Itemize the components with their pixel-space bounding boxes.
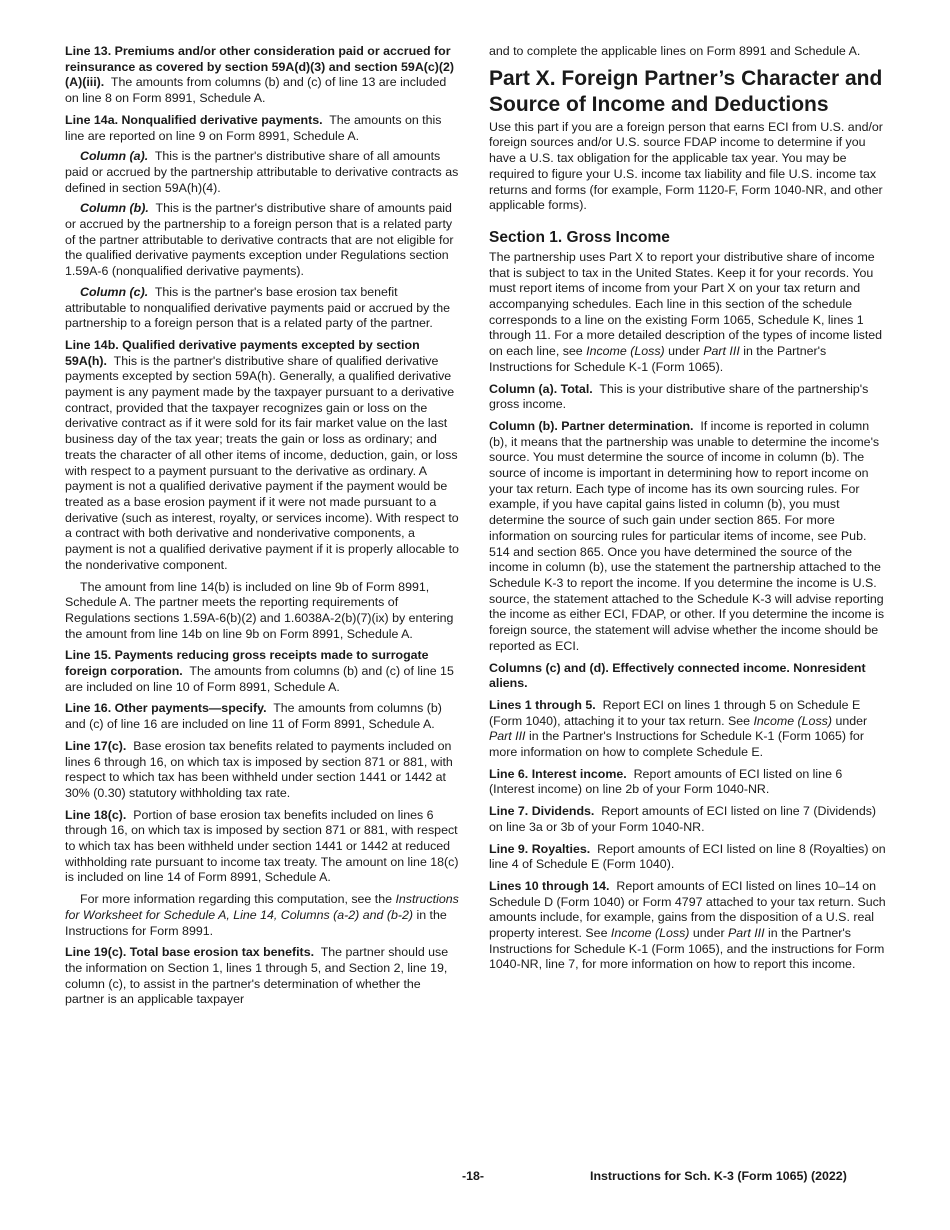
- part-x-intro: Use this part if you are a foreign person that earns ECI from U.S. and/or foreign sources and/or U.S. source FDAP income to determine if you have a U.S. tax obligation for the applicable tax year. You may be required to figure your U.S. income tax liability and file U.S. income tax returns and forms (for example, Form 1120-F, Form 1040-NR, and other applicable forms).: [489, 119, 883, 213]
- column-c-paragraph: Column (c). This is the partner's base erosion tax benefit attributable to nonqualified derivative payments paid or accrued by the partnership to a foreign person that is a related party of the partner.: [65, 284, 451, 331]
- line-9-paragraph: Line 9. Royalties. Report amounts of ECI listed on line 8 (Royalties) on line 4 of Schedule E (Form 1040).: [489, 841, 886, 872]
- part-x-title: Part X. Foreign Partner’s Character and Source of Income and Deductions: [489, 66, 883, 116]
- left-column: [65, 44, 462, 1014]
- line-7-paragraph: Line 7. Dividends. Report amounts of ECI listed on line 7 (Dividends) on line 3a or 3b of your Form 1040-NR.: [489, 804, 877, 834]
- line-14b-heading: Line 14b. Qualified derivative payments excepted by section 59A(h).: [65, 337, 420, 368]
- section-1-title: Section 1. Gross Income: [489, 228, 670, 246]
- line-14a-paragraph: Line 14a. Nonqualified derivative payments. The amounts on this line are reported on line 9 on Form 8991, Schedule A.: [65, 112, 442, 143]
- line-16-paragraph: Line 16. Other payments—specify. The amounts from columns (b) and (c) of line 16 are included on line 11 of Form 8991, Schedule A.: [65, 701, 442, 732]
- line-16-heading: Line 16. Other payments—specify.: [65, 701, 267, 716]
- line-19c-heading: Line 19(c). Total base erosion tax benefits.: [65, 945, 315, 960]
- lines-1-5-paragraph: Lines 1 through 5. Report ECI on lines 1 through 5 on Schedule E (Form 1040), attaching it to your tax return. See Income (Loss) under Part III in the Partner's Instructions for Schedule K-1 (Form 1065) for more information on how to complete Schedule E.: [489, 697, 868, 760]
- column-a-total-paragraph: Column (a). Total. This is your distributive share of the partnership's gross income.: [489, 381, 869, 412]
- line-15-paragraph: Line 15. Payments reducing gross receipts made to surrogate foreign corporation. The amounts from columns (b) and (c) of line 15 are included on line 10 of Form 8991, Schedule A.: [65, 648, 454, 694]
- line-17c-paragraph: Line 17(c). Base erosion tax benefits related to payments included on lines 6 through 16, on which tax is imposed by section 871 or 881, with respect to which tax has been withheld under section 1441 or 1442 at 30% (0.30) statutory withholding tax rate.: [65, 738, 453, 800]
- right-column: [489, 44, 886, 979]
- line-14b-paragraph-2: The amount from line 14(b) is included on line 9b of Form 8991, Schedule A. The partner meets the reporting requirements of Regulations sections 1.59A-6(b)(2) and 1.6038A-2(b)(7)(ix) by entering the amount from line 14b on line 9b on Form 8991, Schedule A.: [65, 579, 454, 641]
- line-13-heading: Line 13. Premiums and/or other consideration paid or accrued for reinsurance as covered by section 59A(d)(3) and section 59A(c)(2)(A)(iii).: [65, 44, 455, 90]
- line-17c-heading: Line 17(c).: [65, 738, 127, 753]
- lines-10-14-paragraph: Lines 10 through 14. Report amounts of ECI listed on lines 10–14 on Schedule D (Form 1040) or Form 4797 attached to your tax return. Such amounts include, for example, gains from the disposition of a U.S. real property interest. See Income (Loss) under Part III in the Partner's Instructions for Schedule K-1 (Form 1065), and the instructions for Form 1040-NR, line 7, for more information on how to report this income.: [489, 878, 886, 972]
- line-19c-paragraph: Line 19(c). Total base erosion tax benefits. The partner should use the information on Section 1, lines 1 through 5, and Section 2, line 19, column (c), to assist in the partner's determination of whether the partner is an applicable taxpayer: [65, 945, 449, 1007]
- column-a-paragraph: Column (a). This is the partner's distributive share of all amounts paid or accrued by the partnership attributable to derivative contracts as defined in section 59A(h)(4).: [65, 149, 459, 195]
- column-b-paragraph: Column (b). This is the partner's distributive share of amounts paid or accrued by the partnership to a foreign person that is a related party of the partner attributable to derivative contracts that are not eligible for the qualified derivative payments exception under Regulations section 1.59A-6 (nonqualified derivative payments).: [65, 201, 454, 279]
- line-14b-paragraph: Line 14b. Qualified derivative payments excepted by section 59A(h). This is the partner's distributive share of qualified derivative payments excepted by section 59A(h). Generally, a qualified derivative payment is any payment made by the taxpayer pursuant to a derivative contract, provided that the taxpayer recognizes gain or loss on the derivative contract as if it were sold for its fair market value on the last business day of the tax year; treats the gain or loss as ordinary; and treats the character of all other items of income, deduction, gain, or loss with respect to a payment pursuant to the derivative as ordinary. A payment is not a qualified derivative payment if the payment would be treated as a base erosion payment if it were not made pursuant to a derivative (such as interest, royalty, or services income). With respect to a contract with both derivative and nonderivative components, a payment is not a qualified derivative payment if it is properly allocable to the nonderivative component.: [65, 337, 459, 572]
- line-6-paragraph: Line 6. Interest income. Report amounts of ECI listed on line 6 (Interest income) on line 2b of your Form 1040-NR.: [489, 766, 843, 797]
- line-18c-paragraph: Line 18(c). Portion of base erosion tax benefits included on lines 6 through 16, on which tax is imposed by section 871 or 881, with respect to which tax has been withheld under section 1441 or 1442 at reduced withholding rate pursuant to income tax treaty. The amount on line 18(c) is included on line 14 of Form 8991, Schedule A.: [65, 807, 459, 885]
- line-18c-paragraph-2: For more information regarding this computation, see the Instructions for Worksheet for Schedule A, Line 14, Columns (a-2) and (b-2) in the Instructions for Form 8991.: [65, 892, 459, 938]
- footer-document-title: Instructions for Sch. K-3 (Form 1065) (2022): [590, 1169, 847, 1183]
- continued-text: and to complete the applicable lines on Form 8991 and Schedule A.: [489, 44, 861, 58]
- column-b-partner-paragraph: Column (b). Partner determination. If income is reported in column (b), it means that the partnership was unable to determine the income's source. You must determine the source of income in column (b). The source of income is important in determining how to report income on your tax return. Each type of income has its own sourcing rules. For example, if you have capital gains listed in column (b), you must determine the source of such gain under section 865. For more information on sourcing rules for particular items of income, see Pub. 514 and section 865. Once you have determined the source of the income in column (b), use the statement the partnership attached to the Schedule K-3 to report the income. If you determine the income is U.S. source, the statement attached to the Schedule K-3 will advise reporting the income as either ECI, FDAP, or other. If you determine the income is foreign source, the statement will advise whether the income should be reported as ECI.: [489, 418, 885, 653]
- columns-c-d-heading: Columns (c) and (d). Effectively connected income. Nonresident aliens.: [489, 660, 866, 691]
- line-14a-heading: Line 14a. Nonqualified derivative payments.: [65, 112, 323, 127]
- section-1-intro: The partnership uses Part X to report your distributive share of income that is subject to tax in the United States. Keep it for your records. You must report items of income from your Part X on your tax return and accompanying schedules. Each line in this section of the schedule corresponds to a line on the existing Form 1065, Schedule K, lines 1 through 11. For a more detailed description of the types of income listed on each line, see Income (Loss) under Part III in the Partner's Instructions for Schedule K-1 (Form 1065).: [489, 249, 883, 374]
- line-13-paragraph: Line 13. Premiums and/or other consideration paid or accrued for reinsurance as covered by section 59A(d)(3) and section 59A(c)(2)(A)(iii). The amounts from columns (b) and (c) of line 13 are included on line 8 on Form 8991, Schedule A.: [65, 44, 455, 106]
- line-15-heading: Line 15. Payments reducing gross receipts made to surrogate foreign corporation.: [65, 648, 429, 679]
- page-number: -18-: [462, 1169, 485, 1183]
- line-18c-heading: Line 18(c).: [65, 807, 127, 822]
